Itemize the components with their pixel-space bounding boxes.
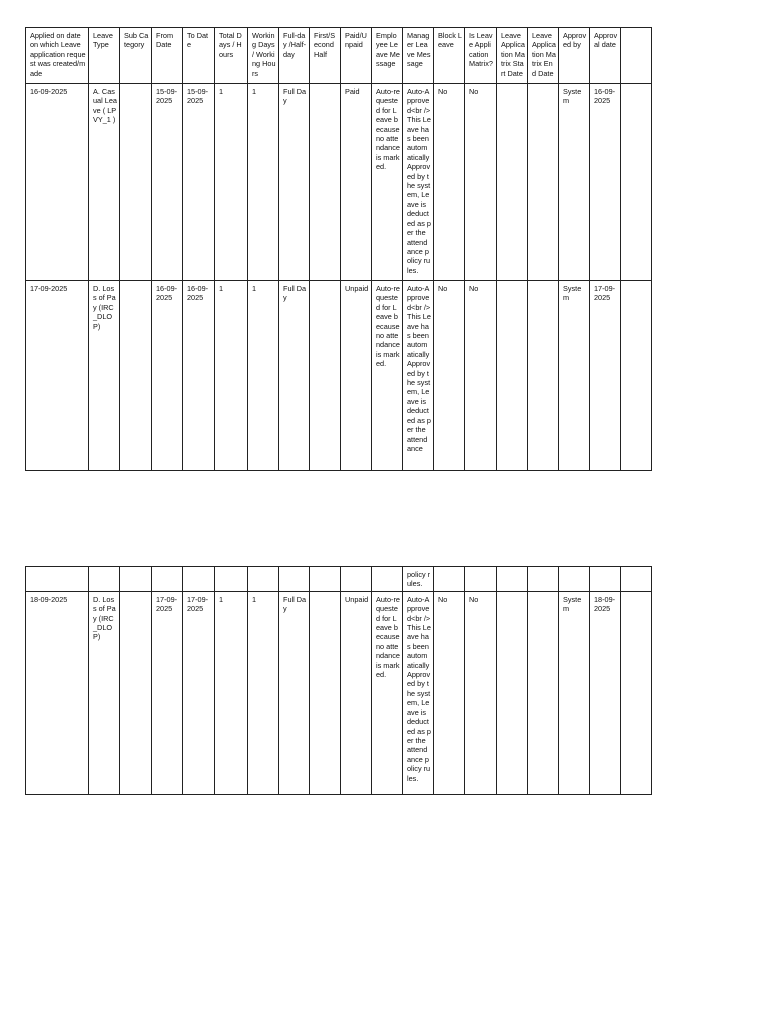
cell-approved-by <box>559 567 590 592</box>
cell-applied-on: 17-09-2025 <box>26 281 89 471</box>
cell-manager-message: policy rules. <box>403 567 434 592</box>
header-from-date: From Date <box>152 28 183 84</box>
cell-approved-by: System <box>559 84 590 281</box>
cell-matrix-end <box>528 591 559 794</box>
cell-leave-type: D. Loss of Pay (IRC_DLOP) <box>89 281 120 471</box>
cell-to-date: 16-09-2025 <box>183 281 215 471</box>
cell-approval-date: 18-09-2025 <box>590 591 621 794</box>
cell-total-days: 1 <box>215 84 248 281</box>
cell-full-half-day: Full Day <box>279 281 310 471</box>
cell-matrix-start <box>497 281 528 471</box>
header-leave-type: Leave Type <box>89 28 120 84</box>
header-approved-by: Approved by <box>559 28 590 84</box>
cell-matrix-start <box>497 591 528 794</box>
cell-matrix-end <box>528 281 559 471</box>
cell-sub-category <box>120 281 152 471</box>
cell-paid-unpaid: Unpaid <box>341 591 372 794</box>
table-row <box>26 281 652 471</box>
table-row <box>26 591 652 794</box>
cell-total-days: 1 <box>215 591 248 794</box>
cell-sub-category <box>120 567 152 592</box>
leave-table-continued <box>25 566 652 795</box>
cell-to-date <box>183 567 215 592</box>
cell-applied-on: 16-09-2025 <box>26 84 89 281</box>
header-row <box>26 28 652 84</box>
cell-block-leave: No <box>434 281 465 471</box>
cell-manager-message: Auto-Approved<br />This Leave has been automatically Approved by the system, Leave is deducted as per the attendance policy rules. <box>403 84 434 281</box>
leave-table-top <box>25 27 652 471</box>
cell-matrix-end <box>528 567 559 592</box>
header-sub-category: Sub Category <box>120 28 152 84</box>
cell-extra <box>621 591 652 794</box>
cell-leave-type: D. Loss of Pay (IRC_DLOP) <box>89 591 120 794</box>
cell-employee-message <box>372 567 403 592</box>
cell-manager-message: Auto-Approved<br />This Leave has been automatically Approved by the system, Leave is deducted as per the attendance policy rules. <box>403 591 434 794</box>
cell-is-matrix <box>465 567 497 592</box>
cell-block-leave <box>434 567 465 592</box>
header-manager-message: Manager Leave Message <box>403 28 434 84</box>
cell-applied-on <box>26 567 89 592</box>
cell-total-days <box>215 567 248 592</box>
cell-to-date: 15-09-2025 <box>183 84 215 281</box>
cell-approval-date: 16-09-2025 <box>590 84 621 281</box>
cell-sub-category <box>120 84 152 281</box>
header-approval-date: Approval date <box>590 28 621 84</box>
cell-extra <box>621 84 652 281</box>
cell-approval-date: 17-09-2025 <box>590 281 621 471</box>
cell-to-date: 17-09-2025 <box>183 591 215 794</box>
cell-working-days: 1 <box>248 591 279 794</box>
header-paid-unpaid: Paid/Unpaid <box>341 28 372 84</box>
cell-matrix-start <box>497 567 528 592</box>
header-is-matrix: Is Leave Application Matrix? <box>465 28 497 84</box>
cell-paid-unpaid <box>341 567 372 592</box>
header-matrix-start: Leave Application Matrix Start Date <box>497 28 528 84</box>
cell-first-second-half <box>310 567 341 592</box>
cell-block-leave: No <box>434 591 465 794</box>
header-to-date: To Date <box>183 28 215 84</box>
cell-matrix-start <box>497 84 528 281</box>
cell-total-days: 1 <box>215 281 248 471</box>
cell-sub-category <box>120 591 152 794</box>
cell-applied-on: 18-09-2025 <box>26 591 89 794</box>
cell-from-date: 17-09-2025 <box>152 591 183 794</box>
cell-employee-message: Auto-requested for Leave because no attendance is marked. <box>372 84 403 281</box>
cell-is-matrix: No <box>465 84 497 281</box>
cell-working-days: 1 <box>248 281 279 471</box>
cell-is-matrix: No <box>465 591 497 794</box>
cell-full-half-day <box>279 567 310 592</box>
cell-paid-unpaid: Unpaid <box>341 281 372 471</box>
cell-leave-type: A. Casual Leave ( LPVY_1 ) <box>89 84 120 281</box>
cell-full-half-day: Full Day <box>279 591 310 794</box>
table-row-continuation <box>26 567 652 592</box>
cell-first-second-half <box>310 281 341 471</box>
header-applied-on: Applied on date on which Leave application request was created/made <box>26 28 89 84</box>
cell-employee-message: Auto-requested for Leave because no attendance is marked. <box>372 591 403 794</box>
cell-employee-message: Auto-requested for Leave because no attendance is marked. <box>372 281 403 471</box>
cell-from-date <box>152 567 183 592</box>
cell-first-second-half <box>310 84 341 281</box>
cell-extra <box>621 281 652 471</box>
cell-working-days: 1 <box>248 84 279 281</box>
header-block-leave: Block Leave <box>434 28 465 84</box>
cell-working-days <box>248 567 279 592</box>
header-total-days: Total Days / Hours <box>215 28 248 84</box>
cell-full-half-day: Full Day <box>279 84 310 281</box>
header-full-half-day: Full-day /Half-day <box>279 28 310 84</box>
cell-matrix-end <box>528 84 559 281</box>
header-first-second-half: First/Second Half <box>310 28 341 84</box>
cell-is-matrix: No <box>465 281 497 471</box>
cell-approved-by: System <box>559 281 590 471</box>
header-employee-message: Employee Leave Message <box>372 28 403 84</box>
cell-extra <box>621 567 652 592</box>
header-working-days: Working Days / Working Hours <box>248 28 279 84</box>
cell-first-second-half <box>310 591 341 794</box>
cell-leave-type <box>89 567 120 592</box>
cell-from-date: 15-09-2025 <box>152 84 183 281</box>
cell-block-leave: No <box>434 84 465 281</box>
header-matrix-end: Leave Application Matrix End Date <box>528 28 559 84</box>
cell-paid-unpaid: Paid <box>341 84 372 281</box>
cell-manager-message: Auto-Approved<br />This Leave has been automatically Approved by the system, Leave is deducted as per the attendance <box>403 281 434 471</box>
cell-from-date: 16-09-2025 <box>152 281 183 471</box>
table-row <box>26 84 652 281</box>
header-extra <box>621 28 652 84</box>
cell-approval-date <box>590 567 621 592</box>
cell-approved-by: System <box>559 591 590 794</box>
